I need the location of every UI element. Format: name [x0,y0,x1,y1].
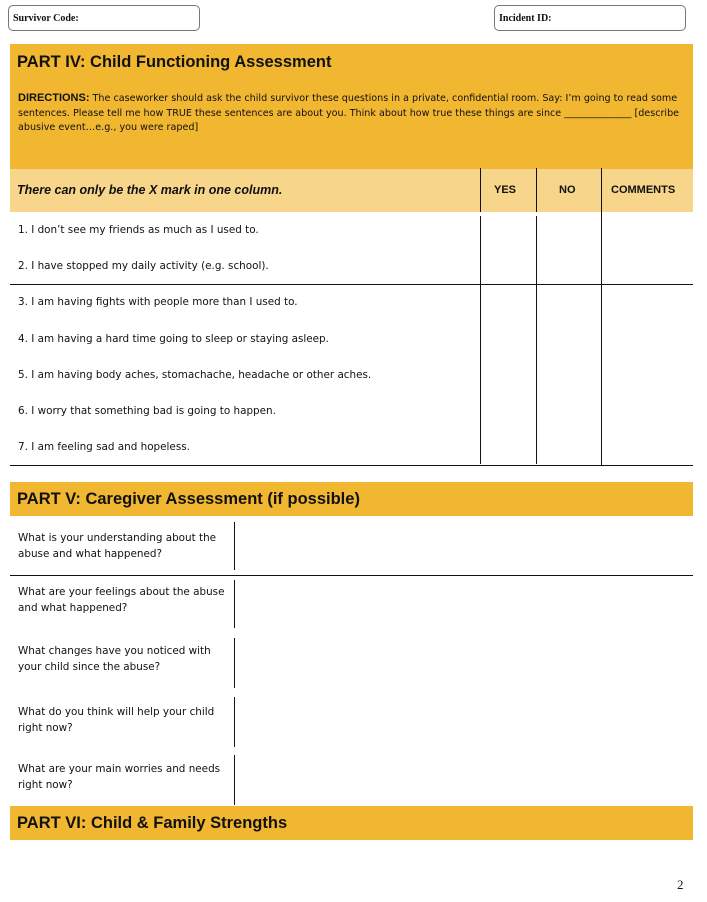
caregiver-question-1: What is your understanding about the abuse and what happened? [18,532,217,560]
mark-note: There can only be the X mark in one column. [17,183,283,197]
comments-column-line [601,212,602,465]
directions-text: The caseworker should ask the child survivor these questions in a private, confidential room. Say: I’m going to read some sentences. Please tell me how TRUE these sentences are about you. Think about how true these things are since ______________ [describe abusive event…e.g., you were raped] [18,93,680,133]
header-divider [536,168,537,212]
incident-id-label: Incident ID: [499,13,552,24]
part4-directions [10,81,693,169]
row-divider [10,284,693,285]
col-no-header: NO [559,184,576,196]
caregiver-question-4: What do you think will help your child right now? [18,706,215,734]
question-5: 5. I am having body aches, stomachache, headache or other aches. [18,369,372,381]
caregiver-question-2: What are your feelings about the abuse and what happened? [18,586,225,614]
incident-id-field[interactable] [494,5,686,31]
col-comments-header: COMMENTS [611,184,676,196]
col-yes-header: YES [494,184,517,196]
part6-title: PART VI: Child & Family Strengths [17,814,288,832]
yes-column-line [480,216,481,464]
survivor-code-label: Survivor Code: [13,13,79,24]
caregiver-divider [234,522,235,570]
part6-heading [10,806,693,840]
part4-heading [10,44,693,81]
header-divider [601,168,602,212]
caregiver-divider [234,638,235,688]
directions-label: DIRECTIONS: [18,92,90,104]
question-4: 4. I am having a hard time going to sleep or staying asleep. [18,333,329,345]
table-bottom-line [10,465,693,466]
question-3: 3. I am having fights with people more than I used to. [18,296,298,308]
caregiver-divider [234,755,235,805]
caregiver-row-divider [10,575,693,576]
part5-title: PART V: Caregiver Assessment (if possible) [17,490,360,508]
header-divider [480,168,481,212]
caregiver-divider [234,580,235,628]
question-7: 7. I am feeling sad and hopeless. [18,441,190,453]
part4-title: PART IV: Child Functioning Assessment [17,53,332,71]
question-2: 2. I have stopped my daily activity (e.g. school). [18,260,269,272]
question-1: 1. I don’t see my friends as much as I used to. [18,224,259,236]
part5-heading [10,482,693,516]
page-number: 2 [677,877,684,892]
caregiver-question-3: What changes have you noticed with your child since the abuse? [18,645,211,673]
no-column-line [536,216,537,464]
question-6: 6. I worry that something bad is going to happen. [18,405,276,417]
part4-table-header [10,169,693,212]
survivor-code-field[interactable] [8,5,200,31]
caregiver-divider [234,697,235,747]
caregiver-question-5: What are your main worries and needs right now? [18,763,221,791]
